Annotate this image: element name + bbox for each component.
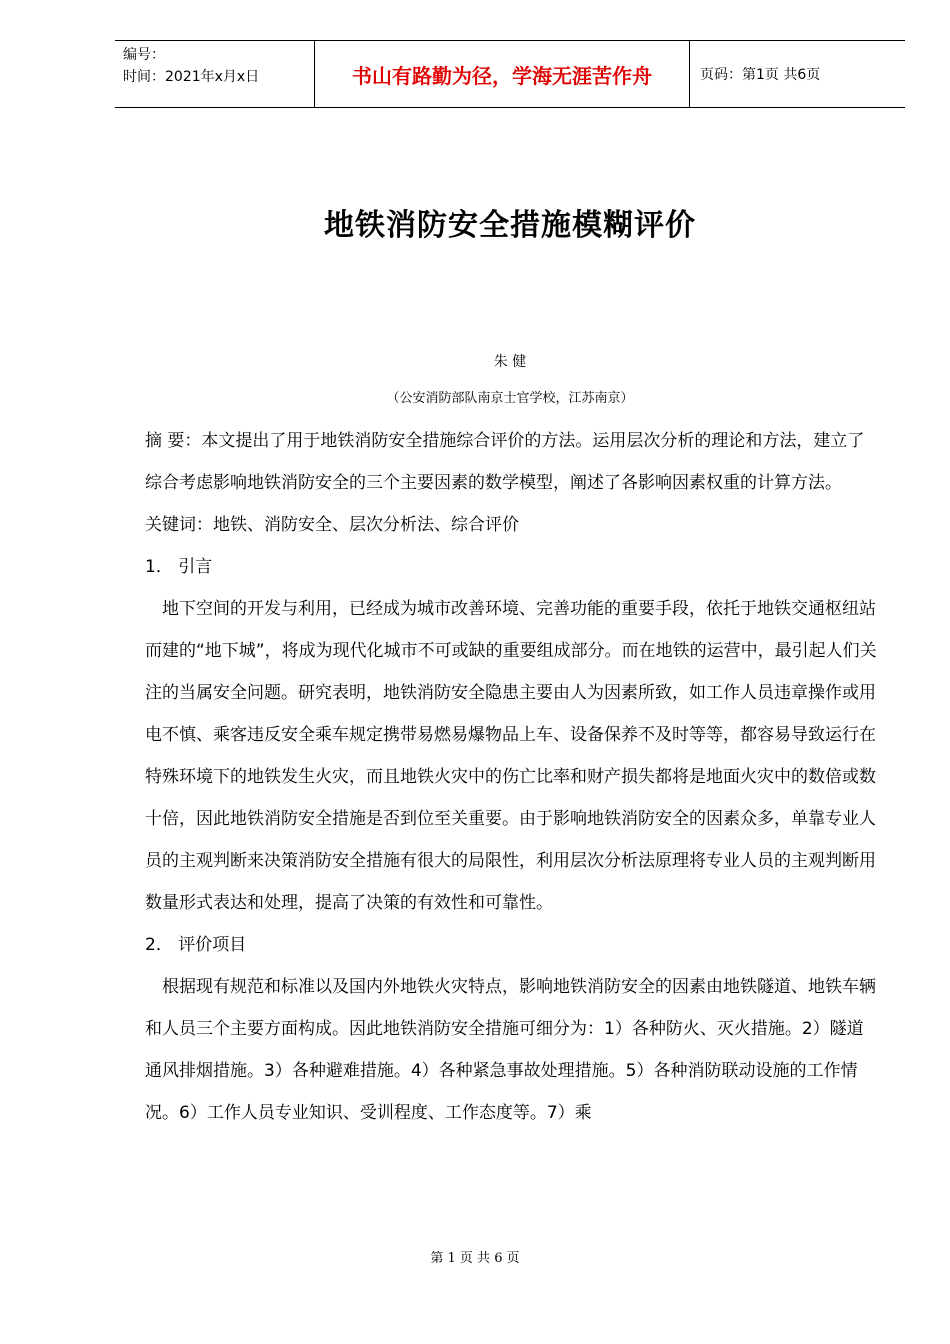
author: 朱 健 xyxy=(493,354,527,370)
header-meta xyxy=(115,41,315,107)
header-page-info: 页码：第1页 共6页 xyxy=(700,67,821,83)
page-footer: 第 1 页 共 6 页 xyxy=(430,1251,520,1266)
section-heading: 1． 引言 xyxy=(145,557,213,577)
document-title: 地铁消防安全措施模糊评价 xyxy=(324,208,696,243)
number-label: 编号： xyxy=(123,47,165,63)
time-label: 时间：2021年x月x日 xyxy=(123,69,260,85)
paragraph: 地下空间的开发与利用，已经成为城市改善环境、完善功能的重要手段，依托于地铁交通枢纽站而建的“地下城”，将成为现代化城市不可或缺的重要组成部分。而在地铁的运营中，最引起人们关注的当属安全问题。研究表明，地铁消防安全隐患主要由人为因素所致，如工作人员违章操作或用电不慎、乘客违反安全乘车规定携带易燃易爆物品上车、设备保养不及时等等，都容易导致运行在特殊环境下的地铁发生火灾，而且地铁火灾中的伤亡比率和财产损失都将是地面火灾中的数倍或数十倍，因此地铁消防安全措施是否到位至关重要。由于影响地铁消防安全的因素众多，单靠专业人员的主观判断来决策消防安全措施有很大的局限性，利用层次分析法原理将专业人员的主观判断用数量形式表达和处理，提高了决策的有效性和可靠性。 xyxy=(145,599,877,913)
keywords: 关键词：地铁、消防安全、层次分析法、综合评价 xyxy=(145,515,519,535)
affiliation: （公安消防部队南京士官学校，江苏南京） xyxy=(386,391,634,406)
document-body xyxy=(145,420,880,1134)
section-heading: 2． 评价项目 xyxy=(145,935,247,955)
abstract: 摘 要：本文提出了用于地铁消防安全措施综合评价的方法。运用层次分析的理论和方法，建立了综合考虑影响地铁消防安全的三个主要因素的数学模型，阐述了各影响因素权重的计算方法。 xyxy=(145,431,865,493)
page-header xyxy=(115,40,905,108)
header-motto: 书山有路勤为径，学海无涯苦作舟 xyxy=(315,41,690,107)
paragraph: 根据现有规范和标准以及国内外地铁火灾特点，影响地铁消防安全的因素由地铁隧道、地铁车辆和人员三个主要方面构成。因此地铁消防安全措施可细分为：1）各种防火、灭火措施。2）隧道通风排烟措施。3）各种避难措施。4）各种紧急事故处理措施。5）各种消防联动设施的工作情况。6）工作人员专业知识、受训程度、工作态度等。7）乘 xyxy=(145,977,876,1123)
